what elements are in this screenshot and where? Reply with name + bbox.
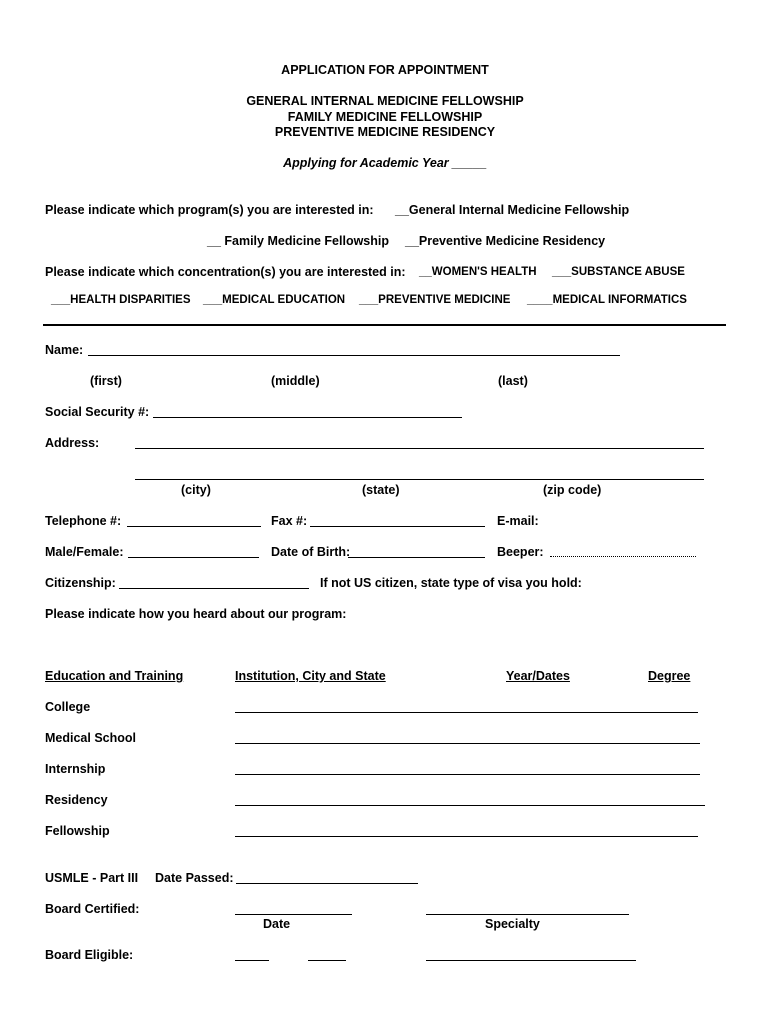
fellowship-label: Fellowship [45,824,110,838]
state-caption: (state) [362,483,400,497]
institution-header: Institution, City and State [235,669,386,683]
address-field-line-1[interactable] [135,448,704,449]
name-label: Name: [45,343,84,357]
fax-field[interactable] [310,526,485,527]
option-preventive-medicine[interactable]: ___PREVENTIVE MEDICINE [359,294,511,306]
residency-label: Residency [45,793,108,807]
name-field[interactable] [88,355,620,356]
board-eligible-field-2[interactable] [308,960,346,961]
residency-field[interactable] [235,805,705,806]
telephone-field[interactable] [127,526,261,527]
year-dates-header: Year/Dates [506,669,570,683]
section-divider [43,324,726,326]
board-certified-date-field[interactable] [235,914,352,915]
education-header: Education and Training [45,669,184,683]
city-caption: (city) [181,483,211,497]
medical-school-field[interactable] [235,743,700,744]
program-line-3: PREVENTIVE MEDICINE RESIDENCY [274,125,496,139]
sex-label: Male/Female: [45,545,124,559]
specialty-caption: Specialty [485,917,540,931]
email-label: E-mail: [497,514,539,528]
concentration-prompt: Please indicate which concentration(s) you are interested in: [45,265,406,279]
date-passed-label: Date Passed: [155,871,234,885]
academic-year: Applying for Academic Year _____ [283,156,487,170]
medical-school-label: Medical School [45,731,136,745]
form-title: APPLICATION FOR APPOINTMENT [281,63,489,77]
date-caption: Date [263,917,291,931]
dob-field[interactable] [348,557,485,558]
option-medical-informatics[interactable]: ____MEDICAL INFORMATICS [527,294,687,306]
option-preventive-residency[interactable]: __Preventive Medicine Residency [405,234,606,248]
beeper-field[interactable] [550,556,696,557]
beeper-label: Beeper: [497,545,544,559]
board-certified-specialty-field[interactable] [426,914,629,915]
address-field-line-2[interactable] [135,479,704,480]
option-substance-abuse[interactable]: ___SUBSTANCE ABUSE [552,266,685,278]
ssn-field[interactable] [153,417,462,418]
citizenship-label: Citizenship: [45,576,116,590]
board-eligible-field-1[interactable] [235,960,269,961]
option-womens-health[interactable]: __WOMEN'S HEALTH [419,266,537,278]
internship-field[interactable] [235,774,700,775]
fax-label: Fax #: [271,514,308,528]
address-label: Address: [45,436,100,450]
date-passed-field[interactable] [236,883,418,884]
fellowship-field[interactable] [235,836,698,837]
zip-caption: (zip code) [543,483,602,497]
usmle-label: USMLE - Part III [45,871,139,885]
internship-label: Internship [45,762,106,776]
board-eligible-label: Board Eligible: [45,948,134,962]
college-label: College [45,700,91,714]
program-prompt: Please indicate which program(s) you are interested in: [45,203,374,217]
program-line-1: GENERAL INTERNAL MEDICINE FELLOWSHIP [246,94,524,108]
dob-label: Date of Birth: [271,545,351,559]
visa-label: If not US citizen, state type of visa you hold: [320,576,582,590]
option-medical-education[interactable]: ___MEDICAL EDUCATION [203,294,346,306]
board-certified-label: Board Certified: [45,902,140,916]
sex-field[interactable] [128,557,259,558]
referral-label: Please indicate how you heard about our program: [45,607,347,621]
board-eligible-specialty-field[interactable] [426,960,636,961]
option-health-disparities[interactable]: ___HEALTH DISPARITIES [51,294,191,306]
option-family-fellowship[interactable]: __ Family Medicine Fellowship [207,234,389,248]
first-name-caption: (first) [90,374,122,388]
program-line-2: FAMILY MEDICINE FELLOWSHIP [287,110,483,124]
last-name-caption: (last) [498,374,528,388]
ssn-label: Social Security #: [45,405,150,419]
college-field[interactable] [235,712,698,713]
degree-header: Degree [648,669,691,683]
option-gim-fellowship[interactable]: __General Internal Medicine Fellowship [395,203,630,217]
citizenship-field[interactable] [119,588,309,589]
telephone-label: Telephone #: [45,514,122,528]
middle-name-caption: (middle) [271,374,320,388]
